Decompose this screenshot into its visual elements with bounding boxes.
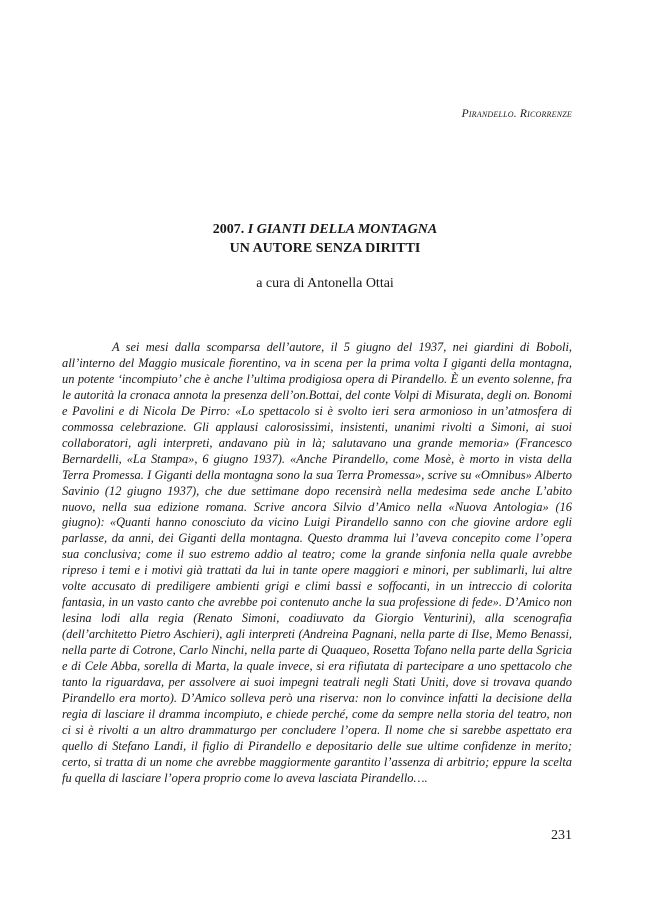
running-head: Pirandello. Ricorrenze [461, 108, 572, 120]
curator-line: a cura di Antonella Ottai [256, 276, 394, 291]
page-number: 231 [551, 828, 572, 843]
title-work: I GIANTI DELLA MONTAGNA [247, 222, 438, 237]
title-year: 2007. [212, 222, 248, 237]
chapter-title [0, 220, 650, 258]
body-paragraph: A sei mesi dalla scomparsa dell’autore, il 5 giugno del 1937, nei giardini di Boboli, all’interno del Maggio musicale fiorentino, va in scena per la prima volta I giganti della montagna, un potente ‘incompiuto’ che è anche l’ultima prodigiosa opera di Pirandello. È un evento solenne, fra le autorità la cronaca annota la presenza dell’on.Bottai, del conte Volpi di Misurata, degli on. Bonomi e Pavolini e di Nicola De Pirro: «Lo spettacolo si è svolto ieri sera armonioso in un’atmosfera di commossa celebrazione. Gli applausi calorosissimi, insistenti, unanimi rivolti a Simoni, ai suoi collaboratori, agli interpreti, andavano più in là; salutavano una grande memoria» (Francesco Bernardelli, «La Stampa», 6 giugno 1937). «Anche Pirandello, come Mosè, è morto in vista della Terra Promessa. I Giganti della montagna sono la sua Terra Promessa», scrive su «Omnibus» Alberto Savinio (12 giugno 1937), che due settimane dopo recensirà nella medesima sede anche L’abito nuovo, nella sua edizione romana. Scrive ancora Silvio d’Amico nella «Nuova Antologia» (16 giugno): «Quanti hanno conosciuto da vicino Luigi Pirandello sanno con che giovine ardore egli parlasse, da anni, dei Giganti della montagna. Questo dramma lui l’aveva concepito come l’opera sua conclusiva; come il suo estremo addio al teatro; come la grande sinfonia nella quale avrebbe ripreso i temi e i motivi già trattati da lui in tante opere maggiori e minori, per sublimarli, lui altre volte accusato di prediligere ambienti grigi e climi bassi e soffocanti, in un intreccio di colorita fantasia, in un vasto canto che avrebbe poi contenuto anche la sua professione di fede». D’Amico non lesina lodi alla regia (Renato Simoni, coadiuvato da Giorgio Venturini), alla scenografia (dell’architetto Pietro Aschieri), agli interpreti (Andreina Pagnani, nella parte di Ilse, Memo Benassi, nella parte di Cotrone, Carlo Ninchi, nella parte di Quaqueo, Rosetta Tofano nella parte della Sgricia e di Cele Abba, sorella di Marta, la quale invece, si era rifiutata di partecipare a uno spettacolo che tanto la riguardava, per assolvere ai suoi impegni teatrali negli Stati Uniti, dove si trovava quando Pirandello era morto). D’Amico solleva però una riserva: non lo convince infatti la decisione della regia di lasciare il dramma incompiuto, e chiede perché, come da sempre nella storia del teatro, non ci si è rivolti a un altro drammaturgo per concludere l’opera. Il nome che si sarebbe aspettato era quello di Stefano Landi, il figlio di Pirandello e depositario delle sue ultime confidenze in merito; certo, si tratta di un nome che avrebbe maggiormente garantito l’assenza di arbitrio; eppure la scelta fu quella di lasciare l’opera proprio come lo aveva lasciata Pirandello…. [62, 340, 572, 785]
title-line-1 [0, 220, 650, 239]
title-subtitle: UN AUTORE SENZA DIRITTI [229, 241, 421, 256]
